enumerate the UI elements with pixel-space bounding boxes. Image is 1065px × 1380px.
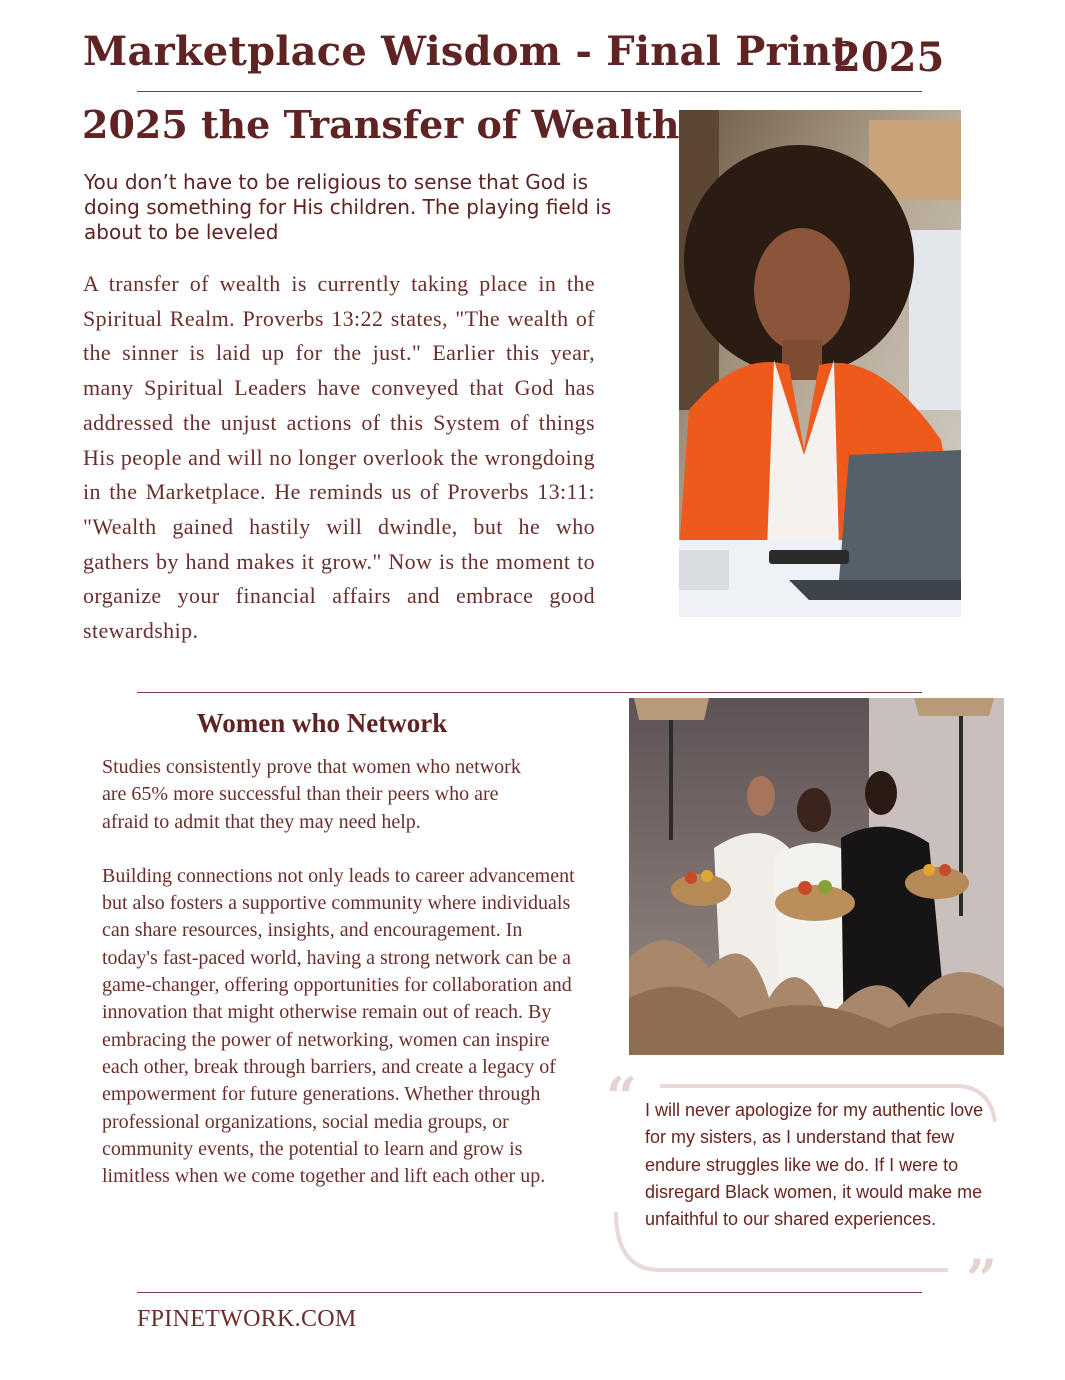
section-title-women-network: Women who Network	[196, 708, 448, 738]
article-body: A transfer of wealth is currently taking place in the Spiritual Realm. Proverbs 13:22 states, "The wealth of the sinner is laid up for the just." Earlier this year, many Spiritual Leaders have conveyed that God has addressed the unjust actions of this System of things His people and will no longer overlook the wrongdoing in the Marketplace. He reminds us of Proverbs 13:11: "Wealth gained hastily will dwindle, but he who gathers by hand makes it grow." Now is the moment to organize your financial affairs and embrace good stewardship.	[83, 271, 595, 644]
open-quote-icon: “	[606, 1065, 638, 1129]
women-network-body	[102, 754, 582, 1190]
pull-quote-text: I will never apologize for my authentic love for my sisters, as I understand that few endure struggles like we do. If I were to disregard Black women, it would make me unfaithful to our shared experiences.	[645, 1100, 984, 1230]
paragraph-connections: Building connections not only leads to career advancement but also fosters a supportive community where individuals can share resources, insights, and encouragement. In today's fast-paced world, having a strong network can be a game-changer, offering opportunities for collaboration and innovation that might otherwise remain out of reach. By embracing the power of networking, women can inspire each other, break through barriers, and create a legacy of empowerment for future generations. Whether through professional organizations, social media groups, or community events, the potential to learn and grow is limitless when we come together and lift each other up.	[102, 864, 575, 1188]
masthead-title: Marketplace Wisdom - Final Print	[83, 28, 851, 75]
footer-divider	[137, 1292, 922, 1293]
close-quote-icon: ”	[966, 1247, 998, 1311]
section-divider	[137, 692, 922, 693]
article-subhead: You don’t have to be religious to sense that God is doing something for His children. The playing field is about to be leveled	[84, 170, 612, 244]
masthead-year: 2025	[833, 34, 945, 81]
footer-website-link[interactable]: FPINETWORK.COM	[137, 1306, 357, 1332]
header-divider	[137, 91, 922, 92]
three-women-photo	[629, 698, 1004, 1055]
article-headline: 2025 the Transfer of Wealth	[82, 102, 680, 147]
paragraph-statistic: Studies consistently prove that women who network are 65% more successful than their peers who are afraid to admit that they may need help.	[102, 756, 521, 833]
businesswoman-photo	[679, 110, 961, 617]
